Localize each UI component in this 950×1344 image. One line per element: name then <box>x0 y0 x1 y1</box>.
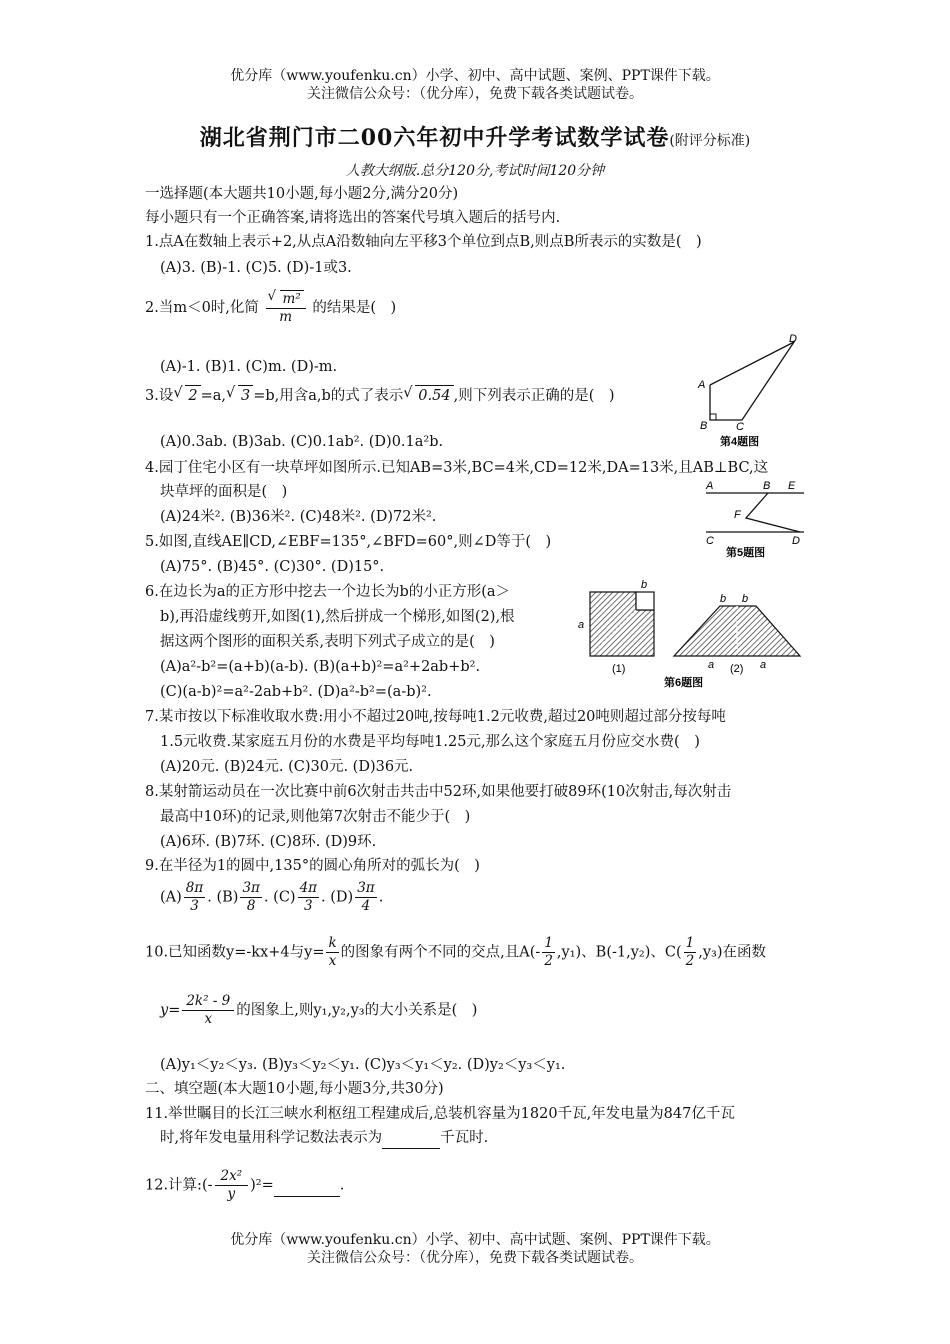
question-10-line-2 <box>160 993 477 1028</box>
q3-sqrt-3: √ 3 <box>238 385 253 406</box>
fig4-label-c: C <box>736 421 744 433</box>
fig4-quadrilateral <box>710 342 794 420</box>
figure-6 <box>572 576 808 688</box>
fig5-label-f: F <box>734 509 741 521</box>
q10-func-num: 2k² - 9 <box>182 993 234 1011</box>
section1-instructions: 每小题只有一个正确答案,请将选出的答案代号填入题后的括号内. <box>145 210 561 226</box>
q10-k-den: x <box>328 953 337 969</box>
q9-frac-a <box>184 880 205 915</box>
q2-fraction <box>266 290 306 326</box>
site-footer-line-1: 优分库（www.youfenku.cn）小学、初中、高中试题、案例、PPT课件下载。 <box>230 1232 720 1248</box>
question-4-options: (A)24米². (B)36米². (C)48米². (D)72米². <box>160 509 437 525</box>
fig6-label-2: (2) <box>730 663 744 675</box>
question-7-options: (A)20元. (B)24元. (C)30元. (D)36元. <box>160 759 414 775</box>
fig5-label-a: A <box>706 480 714 492</box>
fig6-label-b2: b <box>720 593 727 605</box>
q12-text-b: )²= <box>250 1177 274 1194</box>
page-title <box>0 121 950 152</box>
q10-h1-den: 2 <box>544 953 553 969</box>
question-7-line-2: 1.5元收费.某家庭五月份的水费是平均每吨1.25元,那么这个家庭五月份应交水费( ) <box>160 734 700 750</box>
q9-frac-d-den: 4 <box>361 898 371 914</box>
section2-heading: 二、填空题(本大题10小题,每小题3分,共30分) <box>145 1081 444 1097</box>
figure-4 <box>690 330 810 452</box>
q10-frac-func <box>182 993 234 1028</box>
q9-frac-b <box>240 880 261 915</box>
q10-text-b: 的图象有两个不同的交点,且A(- <box>340 944 541 961</box>
fig6-label-a: a <box>578 619 585 631</box>
q10-frac-half-1 <box>542 935 555 970</box>
question-4-line-1: 4.园丁住宅小区有一块草坪如图所示.已知AB=3米,BC=4米,CD=12米,DA=13米,且AB⊥BC,这 <box>145 460 769 476</box>
q3-text-d: ,则下列表示正确的是( ) <box>453 388 615 404</box>
q10-h2-den: 2 <box>685 953 695 969</box>
q3-sqrt-2: √ 2 <box>185 385 200 406</box>
question-2 <box>145 290 396 326</box>
fig5-label-b: B <box>763 480 771 492</box>
question-2-options: (A)-1. (B)1. (C)m. (D)-m. <box>160 359 338 375</box>
title-text: 湖北省荆门市二00六年初中升学考试数学试卷 <box>199 125 670 151</box>
q9-frac-c <box>298 880 319 915</box>
q9-end: . <box>378 889 384 906</box>
q3-sqrt-054: √ 0.54 <box>415 385 453 406</box>
question-9-options <box>160 880 383 915</box>
q12-fraction <box>215 1168 249 1203</box>
question-3 <box>145 385 615 406</box>
site-footer-line-2: 关注微信公众号：（优分库），免费下载各类试题试卷。 <box>307 1250 643 1266</box>
q3-text-a: 3.设 <box>145 388 174 404</box>
q10-frac-half-2 <box>684 935 697 970</box>
q9-frac-b-num: 3π <box>242 880 260 896</box>
figure-5 <box>700 476 810 560</box>
question-7-line-1: 7.某市按以下标准收取水费:用小不超过20吨,按每吨1.2元收费,超过20吨则超过部分按每吨 <box>145 709 726 725</box>
fig6-label-b3: b <box>742 593 749 605</box>
q2-text-pre: 2.当m＜0时,化简 <box>145 300 259 316</box>
question-8-options: (A)6环. (B)7环. (C)8环. (D)9环. <box>160 834 377 850</box>
q10-h1-num: 1 <box>544 935 553 951</box>
question-5: 5.如图,直线AE∥CD,∠EBF=135°,∠BFD=60°,则∠D等于( ) <box>145 534 552 550</box>
question-6-options-1: (A)a²-b²=(a+b)(a-b). (B)(a+b)²=a²+2ab+b². <box>160 659 481 675</box>
q9-frac-c-num: 4π <box>299 880 318 896</box>
q9-frac-d <box>355 880 376 915</box>
question-1: 1.点A在数轴上表示+2,从点A沿数轴向左平移3个单位到点B,则点B所表示的实数是( ) <box>145 234 702 250</box>
q10-text-d: ,y₃)在函数 <box>698 944 767 961</box>
q10-k-num: k <box>328 935 337 951</box>
q11-answer-blank[interactable] <box>382 1128 440 1149</box>
q9-frac-c-den: 3 <box>304 898 313 914</box>
title-note: (附评分标准) <box>669 133 751 149</box>
q12-den: y <box>227 1186 236 1202</box>
q11-text-a: 时,将年发电量用科学记数法表示为 <box>160 1130 383 1146</box>
question-4-line-2: 块草坪的面积是( ) <box>160 484 288 500</box>
q9-frac-a-num: 8π <box>185 880 204 896</box>
fig4-label-d: D <box>789 333 797 345</box>
fig5-label-e: E <box>788 480 796 492</box>
question-10 <box>145 935 766 970</box>
question-11-line-1: 11.举世瞩目的长江三峡水利枢纽工程建成后,总装机容量为1820千瓦,年发电量为847亿千瓦 <box>145 1106 735 1122</box>
site-header-line-1: 优分库（www.youfenku.cn）小学、初中、高中试题、案例、PPT课件下载。 <box>230 68 720 84</box>
site-header-line-2: 关注微信公众号：（优分库），免费下载各类试题试卷。 <box>307 86 643 102</box>
question-5-options: (A)75°. (B)45°. (C)30°. (D)15°. <box>160 559 385 575</box>
q9-frac-d-num: 3π <box>357 880 375 896</box>
fig5-caption: 第5题图 <box>726 547 766 559</box>
section1-heading: 一选择题(本大题共10小题,每小题2分,满分20分) <box>145 186 459 202</box>
fig6-label-b: b <box>641 579 648 591</box>
q10-h2-num: 1 <box>685 935 695 951</box>
q2-sqrt: √ m² <box>280 290 304 308</box>
q9-label-b: . (B) <box>207 889 239 906</box>
q10-func-den: x <box>204 1011 213 1027</box>
question-10-options: (A)y₁＜y₂＜y₃. (B)y₃＜y₂＜y₁. (C)y₃＜y₁＜y₂. (D)y₂＜y₃＜y₁. <box>160 1057 566 1073</box>
q9-frac-b-den: 8 <box>246 898 256 914</box>
q9-label-a: (A) <box>160 889 182 906</box>
fig4-caption: 第4题图 <box>720 436 760 448</box>
question-6-line-3: 据这两个图形的面积关系,表明下列式子成立的是( ) <box>160 634 495 650</box>
q3-text-c: =b,用含a,b的式了表示 <box>253 388 404 404</box>
q12-answer-blank[interactable] <box>274 1176 340 1197</box>
question-11-line-2 <box>160 1128 488 1149</box>
question-6-line-2: b),再沿虚线剪开,如图(1),然后拼成一个梯形,如图(2),根 <box>160 609 515 625</box>
q10-text-a: 10.已知函数y=-kx+4与y= <box>145 944 325 961</box>
q2-den: m <box>279 309 293 325</box>
fig6-label-a2: a <box>708 659 715 671</box>
question-3-options: (A)0.3ab. (B)3ab. (C)0.1ab². (D)0.1a²b. <box>160 434 444 450</box>
fig5-label-c: C <box>706 535 714 547</box>
q3-text-b: =a, <box>200 388 226 404</box>
q12-text-a: 12.计算:(- <box>145 1177 213 1194</box>
question-12 <box>145 1168 344 1203</box>
fig6-caption: 第6题图 <box>664 677 704 688</box>
fig4-label-a: A <box>698 379 706 391</box>
q10-text-c: ,y₁)、B(-1,y₂)、C( <box>556 944 682 961</box>
fig5-label-d: D <box>792 535 800 547</box>
question-1-options: (A)3. (B)-1. (C)5. (D)-1或3. <box>160 260 352 276</box>
q12-num: 2x² <box>215 1168 249 1186</box>
subtitle: 人教大纲版.总分120分,考试时间120分钟 <box>345 163 605 179</box>
q2-text-post: 的结果是( ) <box>312 300 397 316</box>
fig5-broken-line <box>746 493 800 532</box>
q9-label-d: . (D) <box>321 889 354 906</box>
q12-text-c: . <box>339 1177 345 1194</box>
q9-label-c: . (C) <box>263 889 296 906</box>
question-6-line-1: 6.在边长为a的正方形中挖去一个边长为b的小正方形(a＞ <box>145 584 511 600</box>
q11-text-b: 千瓦时. <box>440 1130 489 1146</box>
q10-text-e: 的图象上,则y₁,y₂,y₃的大小关系是( ) <box>236 1002 478 1019</box>
fig4-label-b: B <box>700 420 708 432</box>
q9-frac-a-den: 3 <box>190 898 199 914</box>
fig4-right-angle <box>710 414 716 420</box>
q10-y-eq: y= <box>160 1002 181 1019</box>
fig6-label-a3: a <box>760 659 767 671</box>
question-9: 9.在半径为1的圆中,135°的圆心角所对的弧长为( ) <box>145 858 480 874</box>
question-8-line-2: 最高中10环)的记录,则他第7次射击不能少于( ) <box>160 809 471 825</box>
question-6-options-2: (C)(a-b)²=a²-2ab+b². (D)a²-b²=(a-b)². <box>160 684 432 700</box>
fig6-small-square <box>636 592 654 610</box>
q10-frac-k <box>326 935 338 970</box>
question-8-line-1: 8.某射箭运动员在一次比赛中前6次射击共击中52环,如果他要打破89环(10次射击,每次射击 <box>145 784 732 800</box>
fig6-label-1: (1) <box>612 663 626 675</box>
